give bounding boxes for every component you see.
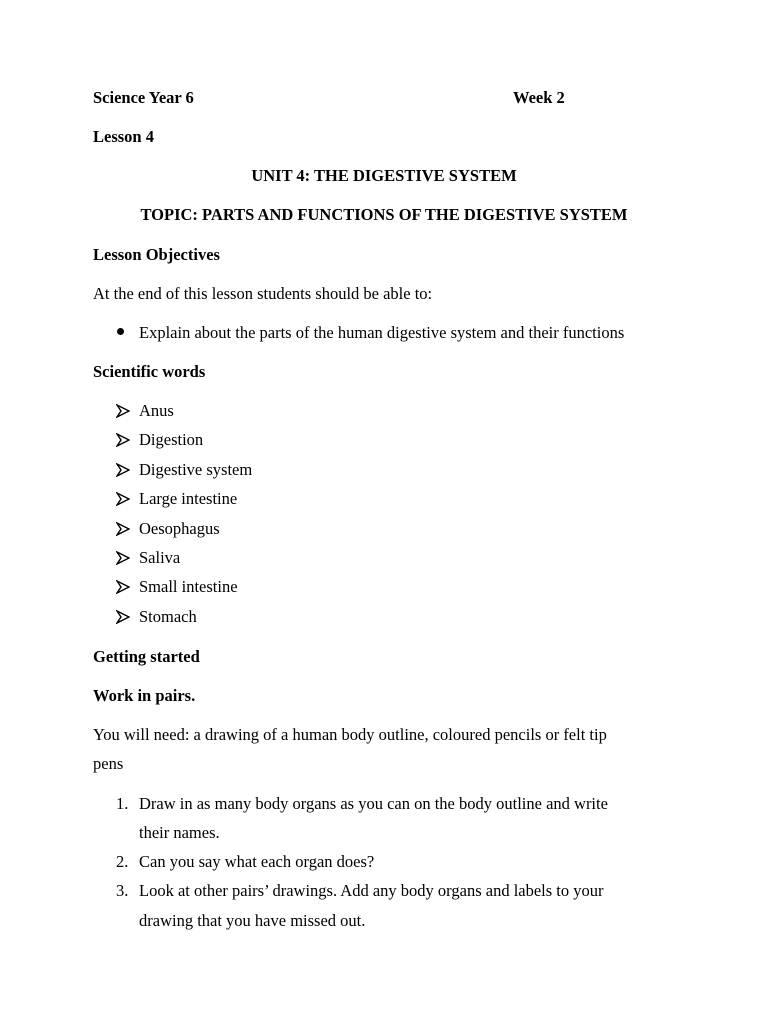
step-number: 1.	[116, 794, 129, 813]
word-item: Digestion	[139, 430, 204, 449]
arrow-bullet-icon	[116, 610, 130, 624]
materials-line: You will need: a drawing of a human body outline, coloured pencils or felt tip	[93, 725, 607, 744]
unit-title: UNIT 4: THE DIGESTIVE SYSTEM	[251, 166, 517, 185]
word-item: Saliva	[139, 548, 181, 567]
subject-heading: Science Year 6	[93, 88, 194, 107]
scientific-words-heading: Scientific words	[93, 362, 206, 381]
step-text: Can you say what each organ does?	[139, 852, 375, 871]
work-in-pairs-heading: Work in pairs.	[93, 686, 196, 705]
word-item: Anus	[139, 401, 174, 420]
objectives-intro: At the end of this lesson students should be able to:	[93, 284, 433, 303]
arrow-bullet-icon	[116, 433, 130, 447]
topic-title: TOPIC: PARTS AND FUNCTIONS OF THE DIGESTIVE SYSTEM	[140, 205, 628, 224]
step-text-continued: their names.	[139, 823, 220, 842]
step-number: 2.	[116, 852, 129, 871]
objectives-heading: Lesson Objectives	[93, 245, 220, 264]
week-heading: Week 2	[513, 88, 565, 107]
arrow-bullet-icon	[116, 492, 130, 506]
word-item: Oesophagus	[139, 519, 220, 538]
arrow-bullet-icon	[116, 551, 130, 565]
objective-item: Explain about the parts of the human digestive system and their functions	[139, 323, 625, 342]
word-item: Stomach	[139, 607, 197, 626]
materials-line-continued: pens	[93, 754, 124, 773]
arrow-bullet-icon	[116, 463, 130, 477]
step-text-continued: drawing that you have missed out.	[139, 911, 366, 930]
arrow-bullet-icon	[116, 522, 130, 536]
arrow-bullet-icon	[116, 580, 130, 594]
step-number: 3.	[116, 881, 129, 900]
step-text: Draw in as many body organs as you can on the body outline and write	[139, 794, 608, 813]
lesson-heading: Lesson 4	[93, 127, 154, 146]
word-item: Small intestine	[139, 577, 238, 596]
arrow-bullet-icon	[116, 404, 130, 418]
word-item: Large intestine	[139, 489, 238, 508]
word-item: Digestive system	[139, 460, 253, 479]
bullet-icon	[117, 328, 124, 335]
step-text: Look at other pairs’ drawings. Add any body organs and labels to your	[139, 881, 604, 900]
getting-started-heading: Getting started	[93, 647, 200, 666]
